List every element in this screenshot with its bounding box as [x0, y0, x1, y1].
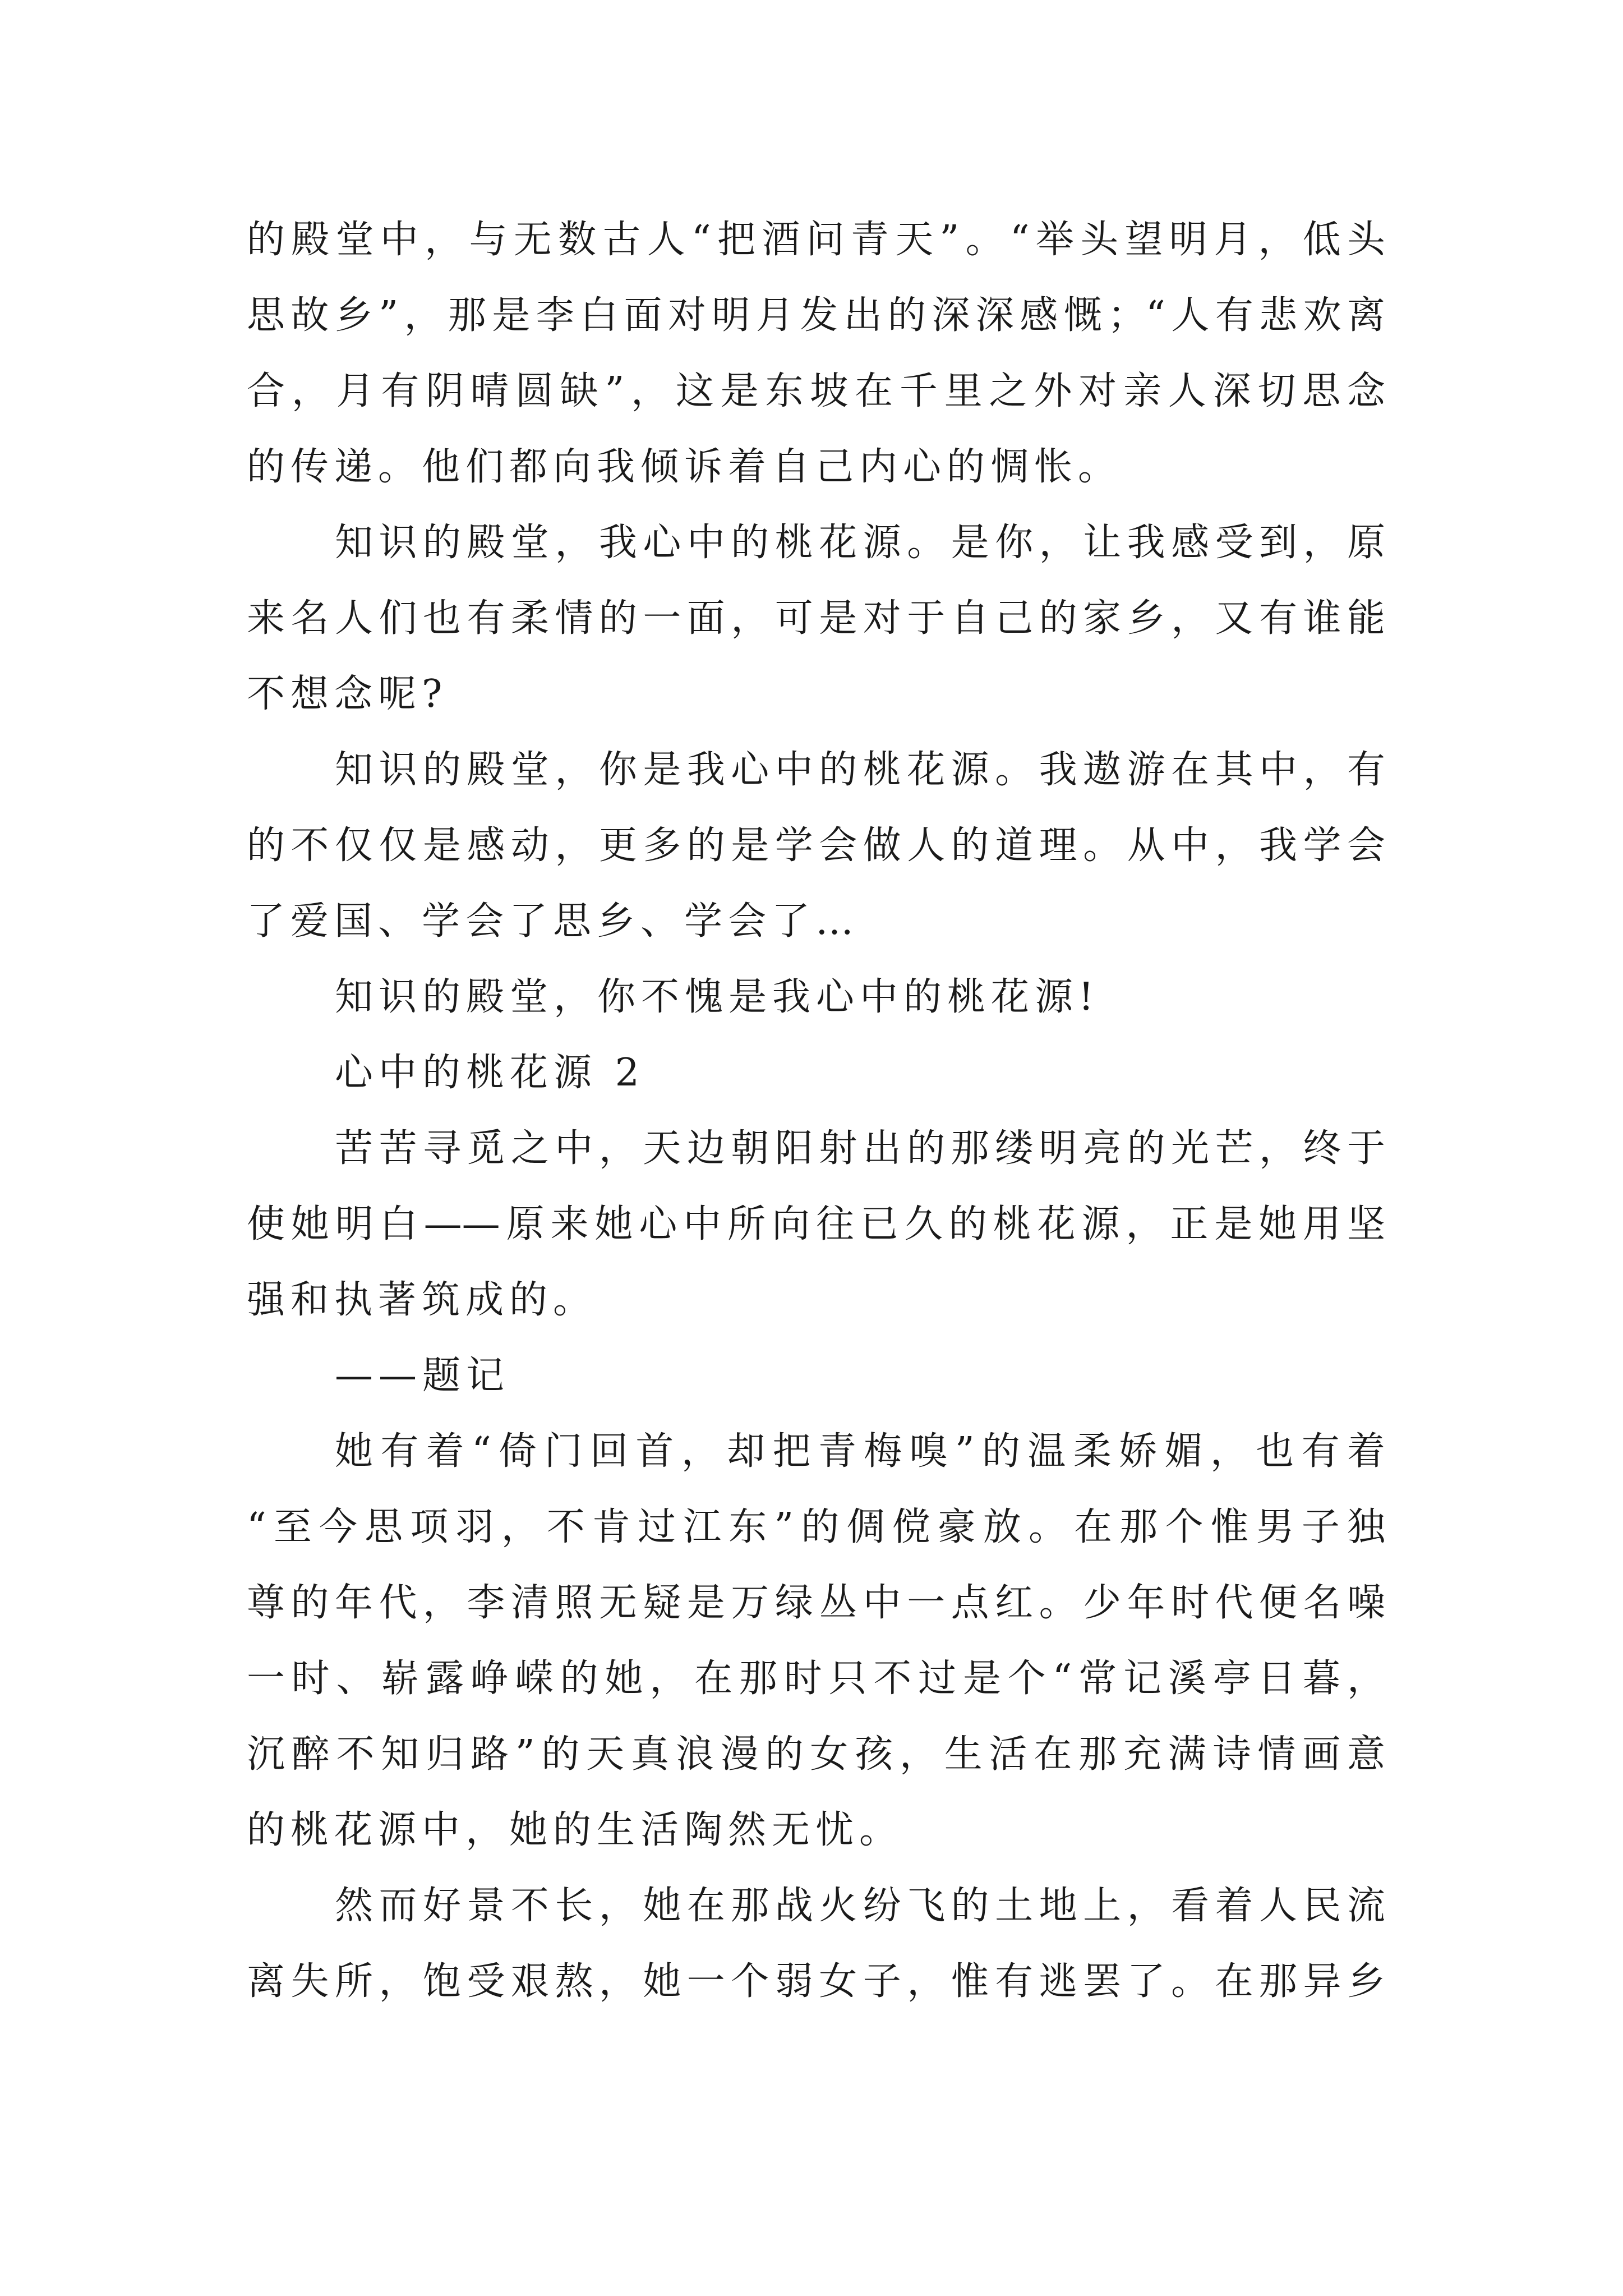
document-body [247, 202, 1385, 2019]
text-line: 苦苦寻觅之中，天边朝阳射出的那缕明亮的光芒，终于 [335, 1126, 1385, 1171]
text-line: 的殿堂中，与无数古人“把酒问青天”。“举头望明月，低头 [247, 218, 1385, 262]
text-line: 她有着“倚门回首，却把青梅嗅”的温柔娇媚，也有着 [335, 1429, 1385, 1474]
text-line: 强和执著筑成的。 [247, 1278, 597, 1322]
text-line: 心中的桃花源 2 [335, 1051, 645, 1095]
text-line: 然而好景不长，她在那战火纷飞的土地上，看着人民流 [335, 1884, 1385, 1928]
text-line: 知识的殿堂，你不愧是我心中的桃花源! [335, 975, 1100, 1019]
text-line: 的传递。他们都向我倾诉着自己内心的惆怅。 [247, 445, 1122, 489]
text-line: 沉醉不知归路”的天真浪漫的女孩，生活在那充满诗情画意 [247, 1732, 1385, 1777]
text-line: 尊的年代，李清照无疑是万绿丛中一点红。少年时代便名噪 [247, 1581, 1385, 1625]
text-line: 的不仅仅是感动，更多的是学会做人的道理。从中，我学会 [247, 823, 1385, 868]
text-line: 不想念呢? [247, 672, 448, 716]
text-line: 一时、崭露峥嵘的她，在那时只不过是个“常记溪亭日暮， [247, 1657, 1385, 1701]
text-line: 合，月有阴晴圆缺”，这是东坡在千里之外对亲人深切思念 [247, 369, 1385, 413]
text-line: 离失所，饱受艰熬，她一个弱女子，惟有逃罢了。在那异乡 [247, 1959, 1385, 2004]
text-line: 知识的殿堂，我心中的桃花源。是你，让我感受到，原 [335, 521, 1385, 565]
text-line: ——题记 [335, 1354, 510, 1398]
text-line: 思故乡”，那是李白面对明月发出的深深感慨；“人有悲欢离 [247, 293, 1385, 338]
text-line: 知识的殿堂，你是我心中的桃花源。我遨游在其中，有 [335, 748, 1385, 792]
text-line: “至今思项羽，不肯过江东”的倜傥豪放。在那个惟男子独 [247, 1505, 1385, 1549]
text-line: 的桃花源中，她的生活陶然无忧。 [247, 1808, 903, 1852]
text-line: 使她明白——原来她心中所向往已久的桃花源，正是她用坚 [247, 1202, 1385, 1246]
text-line: 了爱国、学会了思乡、学会了… [247, 899, 860, 944]
text-line: 来名人们也有柔情的一面，可是对于自己的家乡，又有谁能 [247, 596, 1385, 641]
